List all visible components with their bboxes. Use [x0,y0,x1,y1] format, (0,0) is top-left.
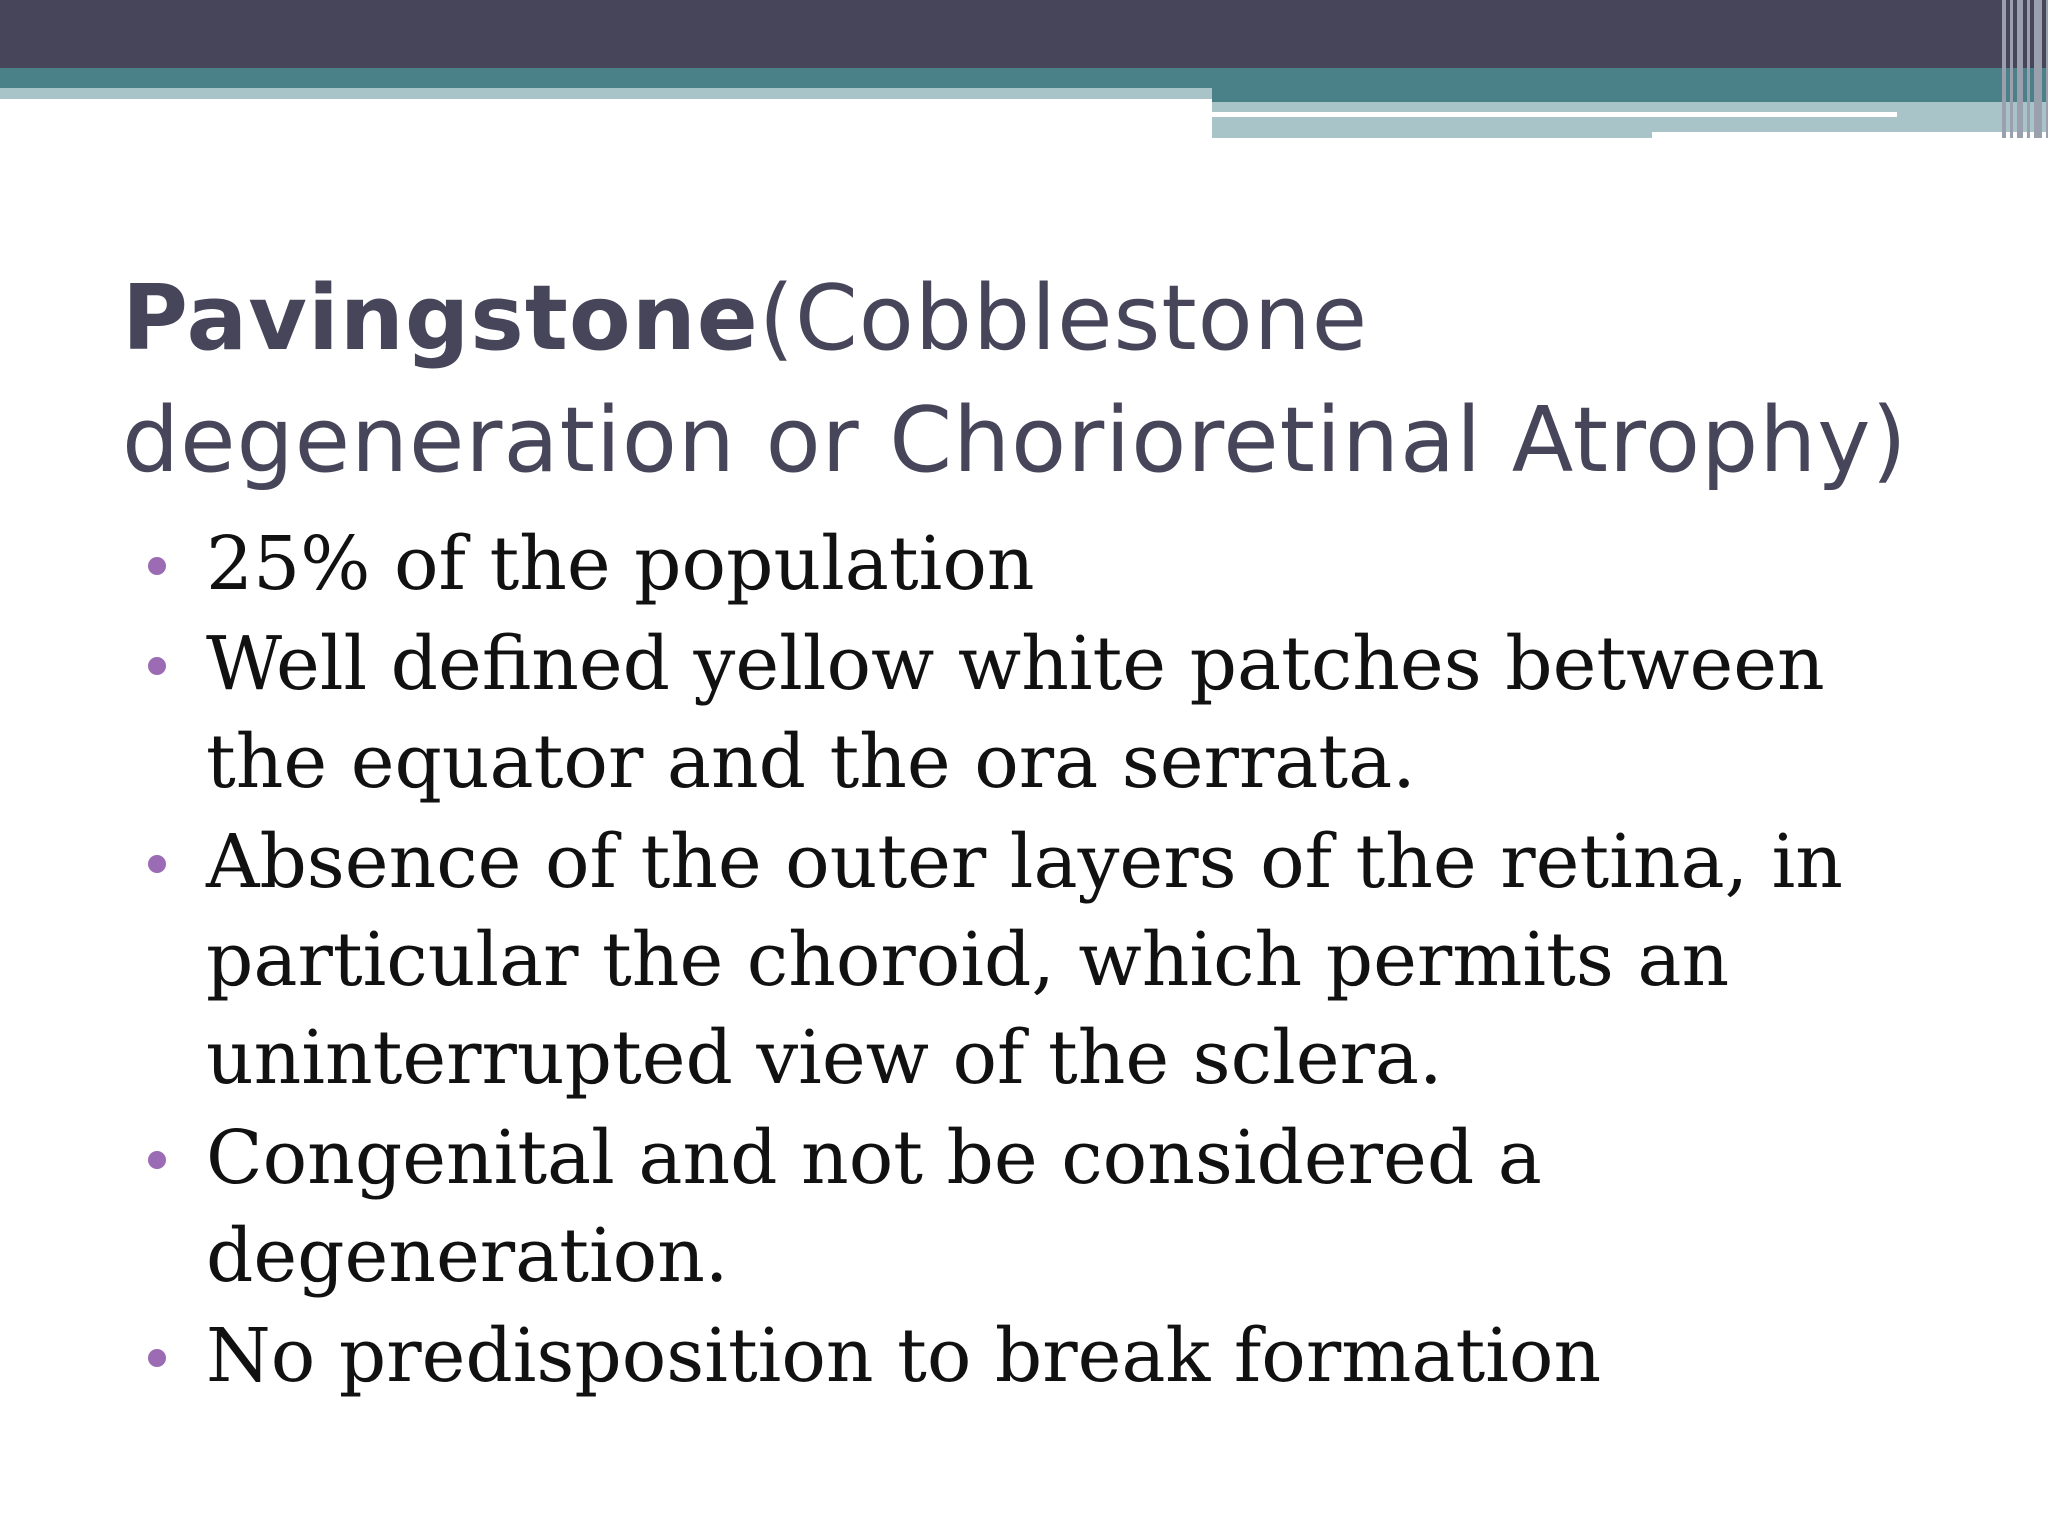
bullet-item [140,1109,1940,1305]
header-band-dark [0,0,2048,68]
bullet-marker-icon [148,1151,166,1169]
header-stripes [1988,0,2048,138]
header-accent-line [1212,112,1897,117]
slide-title [122,258,1962,502]
bullet-text: Well defined yellow white patches between the equator and the ora serrata. [206,621,1825,805]
slide-title-rest: (Cobblestone degeneration or Chorioretinal Atrophy) [122,266,1908,493]
bullet-text: Congenital and not be considered a degeneration. [206,1115,1542,1299]
bullet-list [140,515,1940,1407]
header-band-teal [0,68,2048,88]
bullet-text: 25% of the population [206,521,1035,607]
bullet-marker-icon [148,1349,166,1367]
header-band-right-teal [1212,88,2048,102]
bullet-marker-icon [148,855,166,873]
bullet-text: Absence of the outer layers of the retina, in particular the choroid, which permits an uninterrupted view of the sclera. [206,819,1843,1101]
bullet-marker-icon [148,657,166,675]
bullet-marker-icon [148,557,166,575]
bullet-item [140,813,1940,1107]
header-band-light [0,88,1212,99]
bullet-item [140,515,1940,613]
bullet-item [140,615,1940,811]
bullet-text: No predisposition to break formation [206,1313,1602,1399]
bullet-item [140,1307,1940,1405]
slide-title-bold: Pavingstone [122,266,759,371]
